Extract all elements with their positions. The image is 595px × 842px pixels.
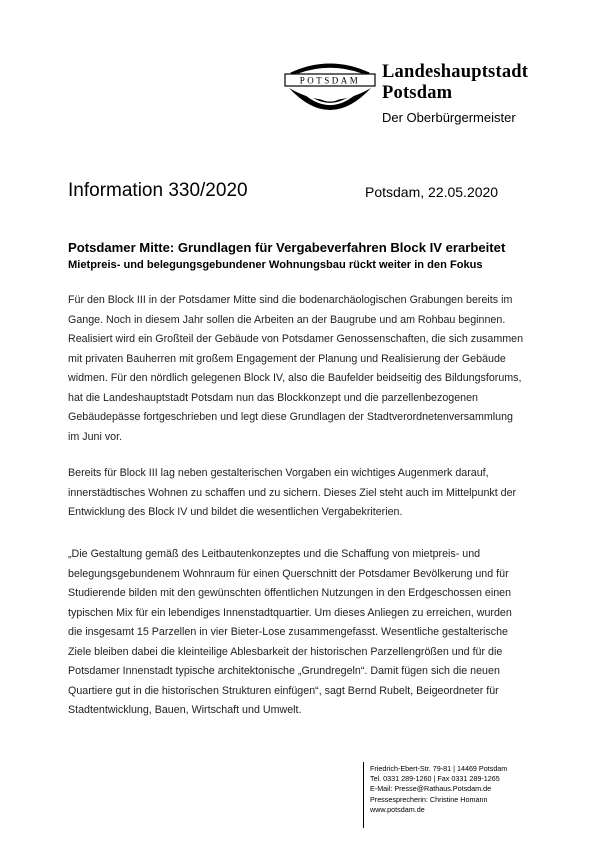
paragraph-1	[68, 291, 533, 447]
paragraph-2	[68, 464, 533, 523]
footer-spokesperson: Pressesprecherin: Christine Homann	[370, 794, 488, 804]
footer-divider	[363, 762, 364, 828]
subheadline: Mietpreis- und belegungsgebundener Wohnungsbau rückt weiter in den Fokus	[68, 259, 483, 271]
logo-text: POTSDAM	[299, 75, 361, 86]
potsdam-emblem-icon	[279, 60, 381, 118]
footer-address: Friedrich-Ebert-Str. 79-81 | 14469 Potsdam	[370, 764, 508, 773]
contact-footer	[370, 764, 507, 815]
paragraph-3-quote	[68, 545, 533, 721]
paragraph-line: die insgesamt 15 Parzellen in vier Bieter-Lose zusammengefasst. Wesentliche gestalterische	[68, 626, 508, 638]
footer-email[interactable]: E-Mail: Presse@Rathaus.Potsdam.de	[370, 784, 492, 794]
paragraph-line: Potsdamer Innenstadt typische architektonische „Grundregeln“. Damit fügen sich die neuen	[68, 665, 500, 677]
paragraph-line: widmen. Für den nördlich gelegenen Block IV, also die Baufelder beidseitig des Bildungsforums,	[68, 372, 522, 384]
paragraph-line: Gebäudepässe fortgeschrieben und legt diese Grundlagen der Stadtverordnetenversammlung	[68, 411, 514, 423]
paragraph-line: mit privaten Bauherren mit großem Engagement der Planung und Realisierung der Gebäude	[68, 352, 506, 365]
paragraph-line: Stadtentwicklung, Bauen, Wirtschaft und Umwelt.	[68, 704, 302, 716]
paragraph-line: Realisiert wird ein Großteil der Gebäude von Potsdamer Genossenschaften, die sich zusammen	[68, 333, 524, 345]
footer-website[interactable]: www.potsdam.de	[370, 804, 425, 814]
paragraph-line: hat die Landeshauptstadt Potsdam nun das Blockkonzept und die parzellenbezogenen	[68, 391, 478, 404]
paragraph-line: Bereits für Block III lag neben gestalterischen Vorgaben ein wichtiges Augenmerk darauf,	[68, 467, 489, 479]
paragraph-line: Ziele bleiben dabei die kleinteilige Ablesbarkeit der historischen Parzellengrößen und für die	[68, 645, 503, 658]
paragraph-line: Gange. Noch in diesem Jahr sollen die Arbeiten an der Baugrube und am Rohbau beginnen.	[68, 313, 506, 326]
potsdam-logo	[279, 60, 381, 118]
information-number: Information 330/2020	[68, 180, 248, 201]
paragraph-line: „Die Gestaltung gemäß des Leitbautenkonzeptes und die Schaffung von mietpreis- und	[68, 548, 481, 560]
release-date: Potsdam, 22.05.2020	[365, 184, 499, 200]
footer-phone: Tel. 0331 289-1260 | Fax 0331 289-1265	[370, 774, 500, 784]
paragraph-line: Entwicklung des Block IV und bildet die wesentlichen Vergabekriterien.	[68, 506, 403, 518]
city-name-line-1: Landeshauptstadt	[382, 62, 529, 82]
paragraph-line: Quartiere gut in die historischen Strukturen einfügen“, sagt Bernd Rubelt, Beigeordneter für	[68, 684, 499, 697]
paragraph-line: Studierende bilden mit den gewünschten öffentlichen Nutzungen in den Erdgeschossen einen	[68, 587, 512, 599]
headline: Potsdamer Mitte: Grundlagen für Vergabeverfahren Block IV erarbeitet	[68, 240, 506, 255]
city-name-line-2: Potsdam	[382, 83, 453, 103]
paragraph-line: typischen Mix für ein lebendiges Innenstadtquartier. Um dieses Anliegen zu erreichen, wurden	[68, 606, 512, 619]
paragraph-line: im Juni vor.	[68, 430, 123, 443]
paragraph-line: innerstädtisches Wohnen zu schaffen und zu sichern. Dieses Ziel steht auch im Mittelpunkt der	[68, 486, 517, 499]
paragraph-line: Für den Block III in der Potsdamer Mitte sind die bodenarchäologischen Grabungen bereits im	[68, 294, 513, 306]
office-name: Der Oberbürgermeister	[382, 110, 516, 125]
paragraph-line: belegungsgebundenem Wohnraum für einen Querschnitt der Potsdamer Bevölkerung und für	[68, 567, 509, 580]
